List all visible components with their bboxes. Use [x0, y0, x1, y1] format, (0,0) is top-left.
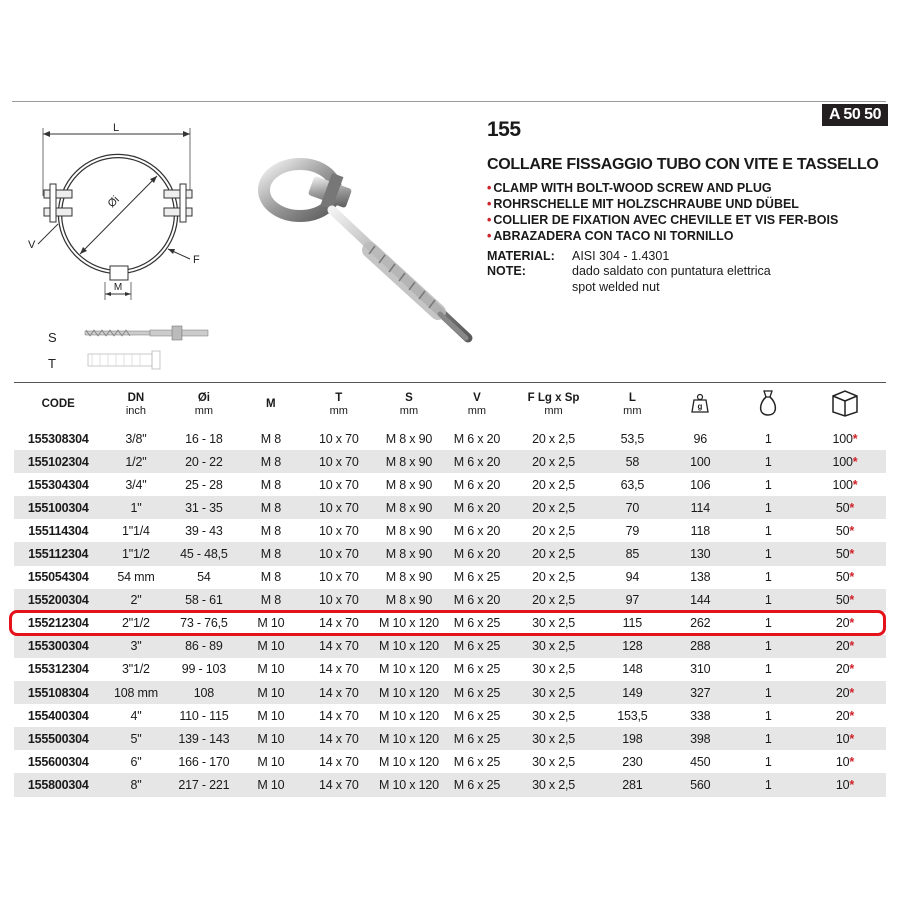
table-cell: M 8 x 90	[385, 570, 433, 585]
asterisk-mark: *	[849, 593, 855, 608]
table-cell: 10*	[804, 727, 886, 750]
table-cell: 1	[764, 477, 772, 492]
table-cell: 30 x 2,5	[510, 635, 596, 658]
translation-fr: • COLLIER DE FIXATION AVEC CHEVILLE ET VIS FER-BOIS	[487, 213, 839, 227]
table-cell: 10 x 70	[319, 477, 359, 492]
table-cell: 217 - 221	[169, 773, 238, 796]
table-cell: 30 x 2,5	[532, 708, 575, 723]
header-label: V	[473, 391, 481, 404]
table-cell: 14 x 70	[319, 616, 359, 631]
table-cell: 73 - 76,5	[180, 616, 228, 631]
table-cell: M 8 x 90	[374, 589, 443, 612]
table-cell: 1"1/2	[102, 542, 169, 565]
table-cell: 16 - 18	[185, 431, 223, 446]
table-cell: M 10	[257, 616, 285, 631]
table-cell: 1	[733, 635, 804, 658]
table-cell: M 8	[260, 523, 281, 538]
table-cell: 100*	[832, 477, 858, 492]
table-cell: 10*	[804, 773, 886, 796]
table-cell: 118	[690, 523, 710, 538]
table-cell: 20 x 2,5	[510, 450, 596, 473]
table-cell: 153,5	[617, 708, 648, 723]
label-oi: Øi	[105, 193, 122, 211]
table-cell: 79	[625, 523, 640, 538]
product-title: COLLARE FISSAGGIO TUBO CON VITE E TASSELLO	[487, 156, 879, 173]
cell-code: 155054304	[27, 570, 89, 585]
table-row	[14, 542, 886, 565]
table-cell: 560	[668, 773, 733, 796]
asterisk-mark: *	[849, 523, 855, 538]
table-cell: 106	[690, 477, 711, 492]
header-col-6	[443, 382, 510, 427]
table-cell: M 6 x 20	[453, 431, 501, 446]
table-row	[14, 750, 886, 773]
table-cell: 86 - 89	[169, 635, 238, 658]
table-cell: 108	[169, 681, 238, 704]
translation-en: • CLAMP WITH BOLT-WOOD SCREW AND PLUG	[487, 181, 772, 195]
table-cell: 1	[764, 616, 772, 631]
table-cell: 100*	[804, 450, 886, 473]
table-cell: 25 - 28	[185, 477, 223, 492]
table-cell: 96	[693, 431, 708, 446]
table-cell: M 8 x 90	[374, 450, 443, 473]
cell-code: 155200304	[14, 589, 102, 612]
cell-code: 155112304	[14, 542, 102, 565]
table-cell: 10*	[835, 754, 855, 769]
asterisk-mark: *	[852, 431, 858, 446]
header-col-4	[303, 382, 374, 427]
table-cell: 31 - 35	[169, 496, 238, 519]
svg-text:g: g	[697, 401, 703, 411]
label-t: T	[48, 356, 56, 371]
asterisk-mark: *	[849, 547, 855, 562]
table-cell: M 10	[238, 635, 303, 658]
cell-code: 155102304	[14, 450, 102, 473]
asterisk-mark: *	[852, 477, 858, 492]
table-cell: 58	[597, 450, 668, 473]
table-cell: 50*	[804, 496, 886, 519]
header-col-0	[14, 382, 102, 427]
table-cell: 30 x 2,5	[532, 662, 575, 677]
header-unit: mm	[399, 404, 419, 417]
table-cell: 1	[733, 589, 804, 612]
table-row	[14, 773, 886, 796]
table-cell: 5"	[102, 727, 169, 750]
cell-code: 155300304	[14, 635, 102, 658]
table-cell: 10 x 70	[303, 496, 374, 519]
header-unit: inch	[125, 404, 147, 417]
header-col-8	[597, 382, 668, 427]
table-cell: 63,5	[620, 477, 645, 492]
cell-code: 155312304	[27, 662, 89, 677]
table-cell: 2"	[102, 589, 169, 612]
table-cell: 97	[597, 589, 668, 612]
table-cell: 70	[597, 496, 668, 519]
catalog-badge: A 50 50	[822, 104, 888, 126]
translation-de: • ROHRSCHELLE MIT HOLZSCHRAUBE UND DÜBEL	[487, 197, 799, 211]
label-m: M	[113, 282, 123, 293]
table-cell: 1	[764, 523, 772, 538]
table-cell: 262	[690, 616, 711, 631]
asterisk-mark: *	[849, 708, 855, 723]
table-cell: 128	[597, 635, 668, 658]
asterisk-mark: *	[849, 616, 855, 631]
table-cell: 53,5	[620, 431, 645, 446]
asterisk-mark: *	[849, 570, 855, 585]
header-col-3	[238, 382, 303, 427]
table-cell: 139 - 143	[169, 727, 238, 750]
table-cell: 281	[597, 773, 668, 796]
table-cell: M 6 x 25	[453, 616, 501, 631]
table-cell: 45 - 48,5	[169, 542, 238, 565]
table-cell: 20 x 2,5	[510, 542, 596, 565]
asterisk-mark: *	[849, 500, 855, 515]
highlighted-row-outline	[9, 610, 886, 636]
product-code-title: 155	[487, 118, 521, 141]
cell-code: 155114304	[28, 523, 89, 538]
table-cell: 20*	[835, 708, 855, 723]
table-cell: M 10	[257, 708, 285, 723]
table-cell: 1	[733, 681, 804, 704]
table-row	[14, 450, 886, 473]
table-cell: 327	[668, 681, 733, 704]
material-label: MATERIAL:	[487, 249, 555, 263]
top-divider	[12, 101, 886, 102]
table-cell: M 6 x 25	[443, 727, 510, 750]
table-cell: M 8 x 90	[374, 496, 443, 519]
table-cell: M 6 x 20	[453, 477, 501, 492]
table-cell: 3"	[102, 635, 169, 658]
box-icon	[829, 409, 861, 421]
table-cell: M 6 x 20	[443, 589, 510, 612]
table-cell: M 10 x 120	[379, 754, 439, 769]
product-table	[14, 382, 886, 797]
table-cell: M 8	[260, 431, 281, 446]
table-cell: M 10 x 120	[374, 681, 443, 704]
table-cell: M 6 x 20	[443, 450, 510, 473]
table-cell: M 8	[238, 542, 303, 565]
table-cell: 99 - 103	[181, 662, 227, 677]
table-cell: 14 x 70	[319, 754, 359, 769]
header-label: L	[628, 391, 636, 404]
table-cell: 6"	[130, 754, 142, 769]
table-cell: 20 x 2,5	[510, 589, 596, 612]
asterisk-mark: *	[849, 639, 855, 654]
header-unit: mm	[194, 404, 214, 417]
table-cell: 1	[733, 727, 804, 750]
header-label: F Lg x Sp	[527, 391, 580, 404]
header-col-1	[102, 382, 169, 427]
table-row	[14, 473, 886, 496]
table-cell: M 8 x 90	[385, 477, 433, 492]
note-line-1: dado saldato con puntatura elettrica	[572, 264, 771, 278]
table-cell: 10 x 70	[319, 523, 359, 538]
table-row	[14, 519, 886, 542]
product-photo	[240, 150, 480, 350]
table-cell: 3/4"	[125, 477, 147, 492]
table-cell: M 6 x 25	[443, 681, 510, 704]
table-cell: M 6 x 25	[453, 662, 501, 677]
header-box-icon	[804, 382, 886, 427]
table-cell: 10 x 70	[303, 589, 374, 612]
table-cell: 110 - 115	[179, 708, 229, 723]
table-cell: 20*	[804, 635, 886, 658]
table-cell: 148	[622, 662, 643, 677]
cell-code: 155304304	[27, 477, 89, 492]
label-v: V	[28, 239, 36, 251]
table-cell: 14 x 70	[303, 681, 374, 704]
asterisk-mark: *	[849, 685, 855, 700]
table-cell: 50*	[835, 523, 855, 538]
table-cell: M 10 x 120	[379, 662, 439, 677]
table-cell: 20 x 2,5	[532, 431, 575, 446]
table-cell: M 8	[238, 450, 303, 473]
table-cell: 1	[733, 450, 804, 473]
label-l: L	[112, 122, 120, 134]
header-label: S	[405, 391, 413, 404]
table-cell: 20 x 2,5	[532, 570, 575, 585]
table-cell: 166 - 170	[178, 754, 230, 769]
table-cell: M 8	[260, 477, 281, 492]
header-label: Øi	[197, 391, 210, 404]
table-cell: 1	[733, 773, 804, 796]
table-cell: 20 x 2,5	[532, 477, 575, 492]
asterisk-mark: *	[849, 777, 855, 792]
table-cell: M 6 x 25	[453, 570, 501, 585]
table-cell: 50*	[804, 542, 886, 565]
table-cell: 288	[668, 635, 733, 658]
table-cell: 14 x 70	[303, 635, 374, 658]
header-unit: mm	[623, 404, 642, 417]
table-cell: M 10 x 120	[374, 635, 443, 658]
weight-icon	[691, 401, 709, 416]
table-cell: 1	[764, 662, 772, 677]
header-col-7	[510, 382, 596, 427]
table-cell: M 10	[238, 681, 303, 704]
table-cell: M 8 x 90	[385, 523, 433, 538]
table-cell: M 10	[257, 662, 285, 677]
table-cell: 39 - 43	[185, 523, 223, 538]
table-cell: 100*	[832, 431, 858, 446]
note-label: NOTE:	[487, 264, 526, 278]
table-cell: 2"1/2	[122, 616, 150, 631]
table-cell: 198	[597, 727, 668, 750]
table-cell: 1"	[102, 496, 169, 519]
table-cell: 1/2"	[102, 450, 169, 473]
table-cell: 4"	[130, 708, 142, 723]
table-cell: M 10	[238, 773, 303, 796]
material-value: AISI 304 - 1.4301	[572, 249, 670, 263]
table-cell: 3"1/2	[122, 662, 150, 677]
table-cell: 138	[690, 570, 711, 585]
table-cell: 30 x 2,5	[532, 616, 575, 631]
label-s: S	[48, 330, 57, 345]
table-row	[14, 704, 886, 727]
table-cell: 3/8"	[125, 431, 147, 446]
table-cell: M 6 x 25	[453, 708, 501, 723]
table-cell: 1	[764, 431, 772, 446]
table-row	[14, 681, 886, 704]
table-cell: 20*	[835, 662, 855, 677]
header-bag-icon	[733, 382, 804, 427]
table-cell: 10 x 70	[303, 542, 374, 565]
header-col-5	[374, 382, 443, 427]
table-cell: 30 x 2,5	[532, 754, 575, 769]
table-cell: M 8 x 90	[374, 542, 443, 565]
table-cell: 1	[733, 496, 804, 519]
cell-code: 155400304	[27, 708, 89, 723]
note-line-2: spot welded nut	[572, 280, 660, 294]
table-cell: 58 - 61	[169, 589, 238, 612]
table-cell: 54	[197, 570, 211, 585]
table-cell: 338	[690, 708, 711, 723]
table-cell: 20*	[835, 616, 855, 631]
asterisk-mark: *	[849, 731, 855, 746]
table-cell: 10 x 70	[319, 431, 359, 446]
table-row	[14, 427, 886, 450]
table-cell: 20 x 2,5	[532, 523, 575, 538]
cell-code: 155100304	[14, 496, 102, 519]
header-col-2	[169, 382, 238, 427]
cell-code: 155108304	[14, 681, 102, 704]
table-cell: 144	[668, 589, 733, 612]
table-cell: 20*	[804, 681, 886, 704]
table-cell: 310	[690, 662, 711, 677]
table-cell: M 10 x 120	[374, 773, 443, 796]
table-cell: 1	[764, 754, 772, 769]
table-cell: 85	[597, 542, 668, 565]
table-cell: 14 x 70	[319, 708, 359, 723]
table-cell: 398	[668, 727, 733, 750]
header-unit: mm	[544, 404, 563, 417]
table-cell: M 8	[260, 570, 281, 585]
wood-screw-icon	[85, 326, 208, 340]
table-cell: 114	[668, 496, 733, 519]
table-cell: 8"	[102, 773, 169, 796]
table-cell: 30 x 2,5	[510, 773, 596, 796]
header-label: CODE	[41, 398, 75, 410]
table-cell: M 10 x 120	[379, 616, 439, 631]
table-cell: 1	[764, 708, 772, 723]
asterisk-mark: *	[852, 454, 858, 469]
table-cell: 10 x 70	[319, 570, 359, 585]
table-cell: 94	[625, 570, 640, 585]
table-cell: 54 mm	[117, 570, 155, 585]
table-cell: M 6 x 25	[443, 635, 510, 658]
table-cell: 20 x 2,5	[510, 496, 596, 519]
table-cell: 450	[690, 754, 711, 769]
table-cell: M 8	[238, 496, 303, 519]
translation-es: • ABRAZADERA CON TACO NI TORNILLO	[487, 229, 734, 243]
table-cell: 130	[668, 542, 733, 565]
translations-list	[487, 180, 838, 244]
table-cell: M 6 x 20	[443, 496, 510, 519]
clamp-technical-drawing	[0, 104, 230, 384]
table-cell: M 6 x 25	[453, 754, 501, 769]
table-cell: 50*	[804, 589, 886, 612]
cell-code: 155500304	[14, 727, 102, 750]
table-cell: 149	[597, 681, 668, 704]
cell-code: 155308304	[27, 431, 89, 446]
label-f: F	[193, 254, 200, 266]
table-cell: 14 x 70	[303, 727, 374, 750]
header-label: DN	[127, 391, 145, 404]
cell-code: 155600304	[27, 754, 89, 769]
table-cell: 14 x 70	[319, 662, 359, 677]
table-row	[14, 589, 886, 612]
table-row	[14, 727, 886, 750]
table-cell: M 10 x 120	[374, 727, 443, 750]
table-cell: 1	[764, 570, 772, 585]
table-row	[14, 658, 886, 681]
table-cell: M 8 x 90	[385, 431, 433, 446]
header-unit: mm	[329, 404, 348, 417]
table-cell: M 10	[257, 754, 285, 769]
table-cell: 115	[622, 616, 642, 631]
table-cell: M 8	[238, 589, 303, 612]
table-cell: 1"1/4	[122, 523, 150, 538]
table-cell: M 6 x 25	[443, 773, 510, 796]
table-cell: 230	[622, 754, 643, 769]
table-cell: 20 - 22	[169, 450, 238, 473]
table-cell: M 6 x 20	[443, 542, 510, 565]
table-cell: 1	[733, 542, 804, 565]
wall-plug-icon	[88, 351, 160, 369]
table-cell: M 10	[238, 727, 303, 750]
table-cell: M 10 x 120	[379, 708, 439, 723]
header-label: M	[266, 398, 276, 410]
asterisk-mark: *	[849, 754, 855, 769]
asterisk-mark: *	[849, 662, 855, 677]
table-cell: 30 x 2,5	[510, 727, 596, 750]
bag-icon	[757, 408, 779, 420]
table-cell: 108 mm	[102, 681, 169, 704]
table-cell: 14 x 70	[303, 773, 374, 796]
table-cell: 50*	[835, 570, 855, 585]
cell-code: 155212304	[27, 616, 89, 631]
table-cell: 10 x 70	[303, 450, 374, 473]
table-row	[14, 496, 886, 519]
header-label: T	[335, 391, 343, 404]
table-cell: M 6 x 20	[453, 523, 501, 538]
table-row	[14, 635, 886, 658]
table-row	[14, 566, 886, 589]
cell-code: 155800304	[14, 773, 102, 796]
table-cell: 100	[668, 450, 733, 473]
table-cell: 30 x 2,5	[510, 681, 596, 704]
header-weight-icon	[668, 382, 733, 427]
header-unit: mm	[467, 404, 487, 417]
